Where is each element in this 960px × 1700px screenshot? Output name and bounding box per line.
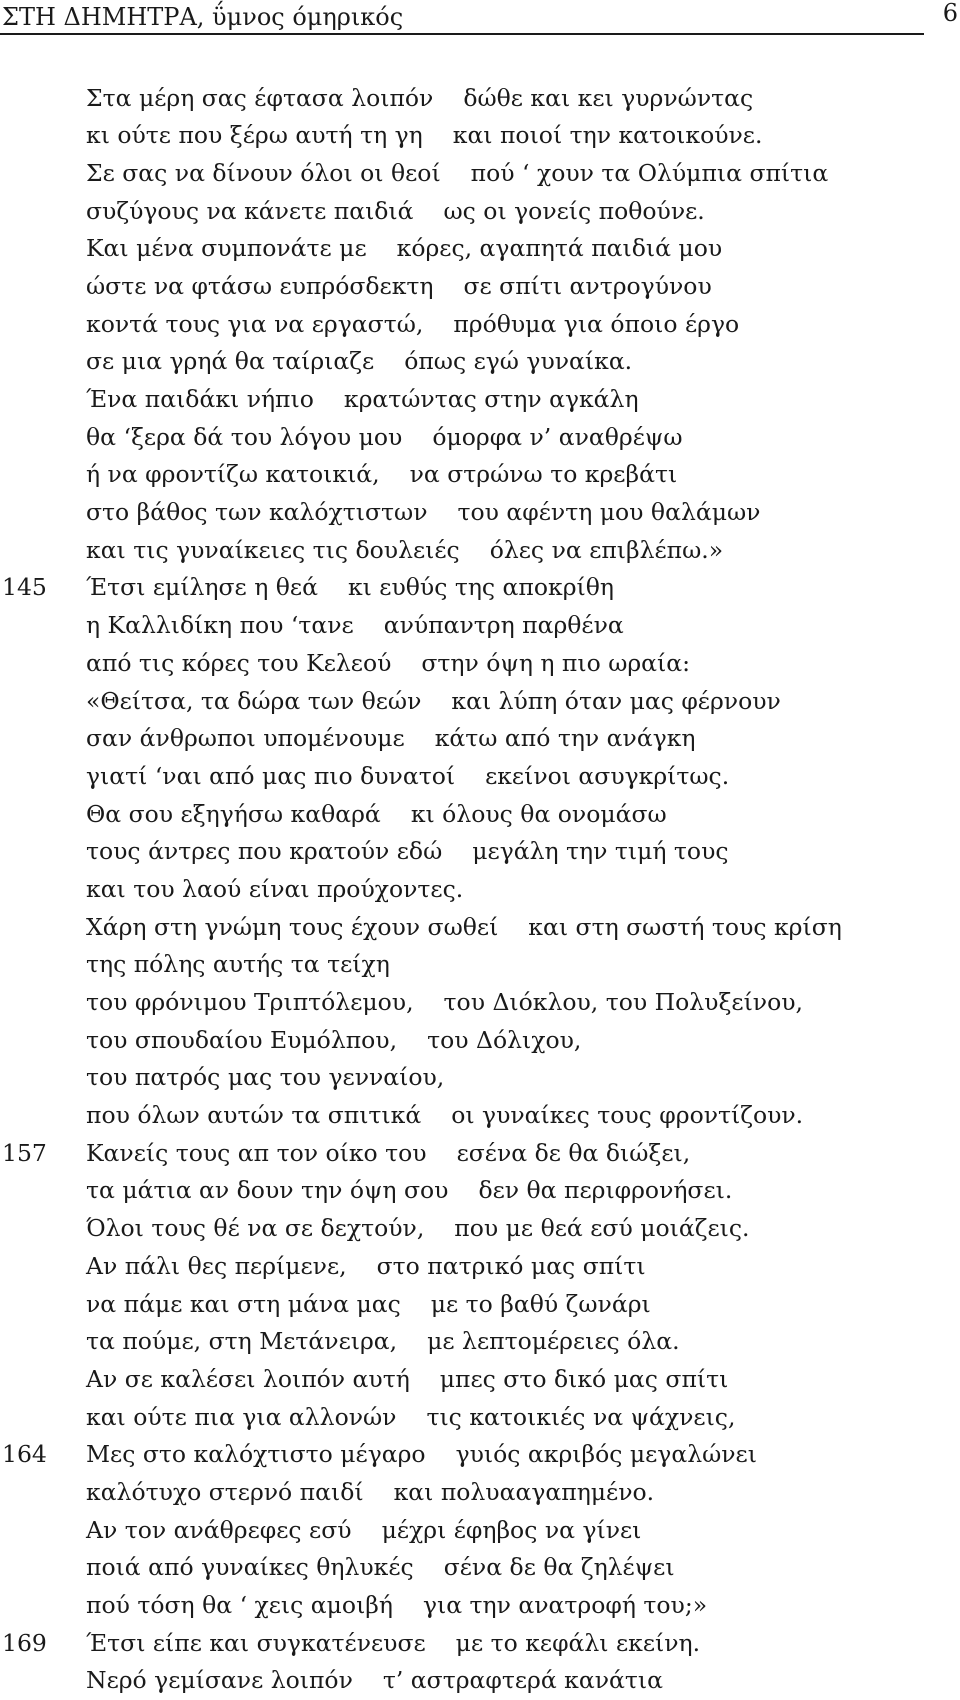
- first-half-text: συζύγους να κάνετε παιδιά: [86, 197, 414, 225]
- second-half-text: σένα δε θα ζηλέψει: [444, 1553, 675, 1581]
- poem-line: [0, 569, 960, 607]
- first-half-text: ώστε να φτάσω ευπρόσδεκτη: [86, 272, 433, 300]
- poem-line: [0, 720, 960, 758]
- second-half-text: όπως εγώ γυναίκα.: [404, 347, 632, 375]
- first-half-text: Έτσι είπε και συγκατένευσε: [86, 1629, 426, 1657]
- first-half-text: από τις κόρες του Κελεού: [86, 649, 391, 677]
- poem-line: [0, 1097, 960, 1135]
- first-half-text: και ούτε πια για αλλονών: [86, 1403, 396, 1431]
- poem-line: [0, 1248, 960, 1286]
- first-hemistich: [86, 645, 690, 683]
- first-hemistich: [86, 1135, 690, 1173]
- second-half-text: του Δόλιχου,: [427, 1026, 581, 1054]
- first-hemistich: [86, 1399, 735, 1437]
- first-half-text: θα ‘ξερα δά του λόγου μου: [86, 423, 402, 451]
- first-hemistich: [86, 494, 760, 532]
- second-half-text: που με θεά εσύ μοιάζεις.: [454, 1214, 749, 1242]
- poem-line: [0, 381, 960, 419]
- first-hemistich: [86, 1248, 646, 1286]
- second-half-text: του αφέντη μου θαλάμων: [458, 498, 761, 526]
- first-hemistich: [86, 1474, 654, 1512]
- poem-line: [0, 946, 960, 984]
- poem-line: [0, 1662, 960, 1700]
- first-hemistich: [86, 155, 828, 193]
- poem-text: [0, 80, 960, 1700]
- first-half-text: Σε σας να δίνουν όλοι οι θεοί: [86, 159, 441, 187]
- first-hemistich: [86, 720, 696, 758]
- first-half-text: η Καλλιδίκη που ‘τανε: [86, 611, 354, 639]
- line-number: 164: [2, 1436, 62, 1474]
- first-half-text: Στα μέρη σας έφτασα λοιπόν: [86, 84, 433, 112]
- second-half-text: στο πατρικό μας σπίτι: [377, 1252, 646, 1280]
- poem-line: [0, 833, 960, 871]
- first-half-text: Κανείς τους απ τον οίκο του: [86, 1139, 427, 1167]
- first-hemistich: [86, 343, 632, 381]
- second-half-text: και στη σωστή τους κρίση: [528, 913, 842, 941]
- second-half-text: όμορφα ν’ αναθρέψω: [432, 423, 682, 451]
- first-hemistich: [86, 117, 762, 155]
- first-half-text: τους άντρες που κρατούν εδώ: [86, 837, 442, 865]
- first-hemistich: [86, 607, 624, 645]
- first-hemistich: [86, 984, 803, 1022]
- first-hemistich: [86, 1022, 581, 1060]
- second-half-text: μέχρι έφηβος να γίνει: [382, 1516, 642, 1544]
- poem-line: [0, 1587, 960, 1625]
- second-half-text: πού ‘ χουν τα Ολύμπια σπίτια: [471, 159, 829, 187]
- first-half-text: ή να φροντίζω κατοικιά,: [86, 460, 380, 488]
- first-hemistich: [86, 758, 729, 796]
- first-hemistich: [86, 1625, 700, 1663]
- second-half-text: οι γυναίκες τους φροντίζουν.: [451, 1101, 803, 1129]
- poem-line: [0, 230, 960, 268]
- poem-line: [0, 532, 960, 570]
- first-half-text: του φρόνιμου Τριπτόλεμου,: [86, 988, 414, 1016]
- second-half-text: κρατώντας στην αγκάλη: [344, 385, 639, 413]
- first-half-text: Και μένα συμπονάτε με: [86, 234, 367, 262]
- first-hemistich: [86, 833, 729, 871]
- second-half-text: δώθε και κει γυρνώντας: [463, 84, 753, 112]
- first-half-text: Μες στο καλόχτιστο μέγαρο: [86, 1440, 426, 1468]
- header-title: ΣΤΗ ΔΗΜΗΤΡΑ, ΰμνος όμηρικός: [2, 2, 403, 32]
- first-hemistich: [86, 796, 667, 834]
- first-hemistich: [86, 1587, 707, 1625]
- line-number: 145: [2, 569, 62, 607]
- page-number: 6: [943, 0, 958, 28]
- poem-line: [0, 1022, 960, 1060]
- first-half-text: σαν άνθρωποι υπομένουμε: [86, 724, 405, 752]
- second-half-text: του Διόκλου, του Πολυξείνου,: [444, 988, 803, 1016]
- second-half-text: τις κατοικιές να ψάχνεις,: [426, 1403, 735, 1431]
- first-hemistich: [86, 1323, 680, 1361]
- poem-line: [0, 758, 960, 796]
- first-half-text: κοντά τους για να εργαστώ,: [86, 310, 423, 338]
- first-hemistich: [86, 381, 639, 419]
- first-hemistich: [86, 193, 705, 231]
- header-rule: [0, 33, 924, 35]
- first-half-text: του πατρός μας του γενναίου,: [86, 1063, 444, 1091]
- poem-line: [0, 1512, 960, 1550]
- second-half-text: τ’ αστραφτερά κανάτια: [383, 1666, 663, 1694]
- first-hemistich: [86, 683, 781, 721]
- first-half-text: πού τόση θα ‘ χεις αμοιβή: [86, 1591, 393, 1619]
- second-half-text: και πολυααγαπημένο.: [394, 1478, 655, 1506]
- second-half-text: γυιός ακριβός μεγαλώνει: [456, 1440, 757, 1468]
- line-number: 157: [2, 1135, 62, 1173]
- first-hemistich: [86, 1361, 728, 1399]
- poem-line: [0, 796, 960, 834]
- first-half-text: του σπουδαίου Ευμόλπου,: [86, 1026, 397, 1054]
- poem-line: [0, 155, 960, 193]
- second-half-text: ανύπαντρη παρθένα: [384, 611, 624, 639]
- running-header: [0, 0, 960, 34]
- first-half-text: Έτσι εμίλησε η θεά: [86, 573, 318, 601]
- first-half-text: Χάρη στη γνώμη τους έχουν σωθεί: [86, 913, 498, 941]
- first-half-text: σε μια γρηά θα ταίριαζε: [86, 347, 374, 375]
- poem-line: [0, 268, 960, 306]
- first-half-text: Αν τον ανάθρεφες εσύ: [86, 1516, 352, 1544]
- first-half-text: Ένα παιδάκι νήπιο: [86, 385, 314, 413]
- first-hemistich: [86, 268, 712, 306]
- poem-line: [0, 1210, 960, 1248]
- poem-line: [0, 1286, 960, 1324]
- first-hemistich: [86, 230, 722, 268]
- first-hemistich: [86, 1172, 732, 1210]
- poem-line: [0, 1135, 960, 1173]
- first-half-text: κι ούτε που ξέρω αυτή τη γη: [86, 121, 423, 149]
- poem-line: [0, 419, 960, 457]
- first-hemistich: [86, 532, 723, 570]
- second-half-text: στην όψη η πιο ωραία:: [421, 649, 690, 677]
- second-half-text: με το βαθύ ζωνάρι: [431, 1290, 651, 1318]
- first-hemistich: [86, 1059, 474, 1097]
- first-half-text: Νερό γεμίσανε λοιπόν: [86, 1666, 353, 1694]
- poem-line: [0, 193, 960, 231]
- first-half-text: Αν σε καλέσει λοιπόν αυτή: [86, 1365, 410, 1393]
- first-hemistich: [86, 1512, 641, 1550]
- first-hemistich: [86, 419, 683, 457]
- first-half-text: καλότυχο στερνό παιδί: [86, 1478, 364, 1506]
- poem-line: [0, 306, 960, 344]
- poem-line: [0, 683, 960, 721]
- first-hemistich: [86, 946, 420, 984]
- poem-line: [0, 1059, 960, 1097]
- second-half-text: κι όλους θα ονομάσω: [411, 800, 667, 828]
- first-hemistich: [86, 306, 739, 344]
- first-hemistich: [86, 1210, 749, 1248]
- poem-line: [0, 494, 960, 532]
- second-half-text: σε σπίτι αντρογύνου: [463, 272, 711, 300]
- second-half-text: κι ευθύς της αποκρίθη: [348, 573, 614, 601]
- poem-line: [0, 1549, 960, 1587]
- poem-line: [0, 117, 960, 155]
- poem-line: [0, 1172, 960, 1210]
- first-half-text: της πόλης αυτής τα τείχη: [86, 950, 390, 978]
- first-half-text: να πάμε και στη μάνα μας: [86, 1290, 401, 1318]
- poem-line: [0, 1474, 960, 1512]
- second-half-text: δεν θα περιφρονήσει.: [478, 1176, 732, 1204]
- first-half-text: που όλων αυτών τα σπιτικά: [86, 1101, 421, 1129]
- second-half-text: εσένα δε θα διώξει,: [457, 1139, 691, 1167]
- second-half-text: πρόθυμα για όποιο έργο: [453, 310, 739, 338]
- first-half-text: και τις γυναίκειες τις δουλειές: [86, 536, 460, 564]
- second-half-text: και ποιοί την κατοικούνε.: [453, 121, 763, 149]
- poem-line: [0, 1399, 960, 1437]
- first-hemistich: [86, 80, 753, 118]
- second-half-text: ως οι γονείς ποθούνε.: [444, 197, 705, 225]
- first-half-text: Θα σου εξηγήσω καθαρά: [86, 800, 381, 828]
- second-half-text: κόρες, αγαπητά παιδιά μου: [397, 234, 723, 262]
- first-half-text: στο βάθος των καλόχτιστων: [86, 498, 428, 526]
- first-half-text: τα πούμε, στη Μετάνειρα,: [86, 1327, 397, 1355]
- second-half-text: μπες στο δικό μας σπίτι: [440, 1365, 729, 1393]
- second-half-text: με το κεφάλι εκείνη.: [456, 1629, 700, 1657]
- first-half-text: ποιά από γυναίκες θηλυκές: [86, 1553, 414, 1581]
- second-half-text: μεγάλη την τιμή τους: [472, 837, 728, 865]
- first-half-text: Όλοι τους θέ να σε δεχτούν,: [86, 1214, 424, 1242]
- poem-line: [0, 607, 960, 645]
- poem-line: [0, 1323, 960, 1361]
- second-half-text: να στρώνω το κρεβάτι: [410, 460, 678, 488]
- poem-line: [0, 1625, 960, 1663]
- line-number: 169: [2, 1625, 62, 1663]
- poem-line: [0, 871, 960, 909]
- second-half-text: με λεπτομέρειες όλα.: [427, 1327, 679, 1355]
- poem-line: [0, 1436, 960, 1474]
- second-half-text: όλες να επιβλέπω.»: [490, 536, 723, 564]
- first-half-text: γιατί ‘ναι από μας πιο δυνατοί: [86, 762, 455, 790]
- poem-line: [0, 645, 960, 683]
- poem-line: [0, 80, 960, 118]
- first-hemistich: [86, 909, 842, 947]
- poem-line: [0, 909, 960, 947]
- first-hemistich: [86, 1549, 675, 1587]
- first-hemistich: [86, 569, 614, 607]
- poem-line: [0, 456, 960, 494]
- first-half-text: και του λαού είναι προύχοντες.: [86, 875, 463, 903]
- first-half-text: τα μάτια αν δουν την όψη σου: [86, 1176, 448, 1204]
- first-hemistich: [86, 1286, 651, 1324]
- second-half-text: κάτω από την ανάγκη: [435, 724, 696, 752]
- first-hemistich: [86, 1436, 757, 1474]
- first-half-text: Αν πάλι θες περίμενε,: [86, 1252, 347, 1280]
- second-half-text: για την ανατροφή του;»: [423, 1591, 707, 1619]
- poem-line: [0, 343, 960, 381]
- poem-line: [0, 984, 960, 1022]
- second-half-text: εκείνοι ασυγκρίτως.: [485, 762, 729, 790]
- first-hemistich: [86, 1662, 663, 1700]
- first-half-text: «Θείτσα, τα δώρα των θεών: [86, 687, 421, 715]
- second-half-text: και λύπη όταν μας φέρνουν: [451, 687, 780, 715]
- first-hemistich: [86, 456, 677, 494]
- first-hemistich: [86, 871, 493, 909]
- poem-line: [0, 1361, 960, 1399]
- first-hemistich: [86, 1097, 803, 1135]
